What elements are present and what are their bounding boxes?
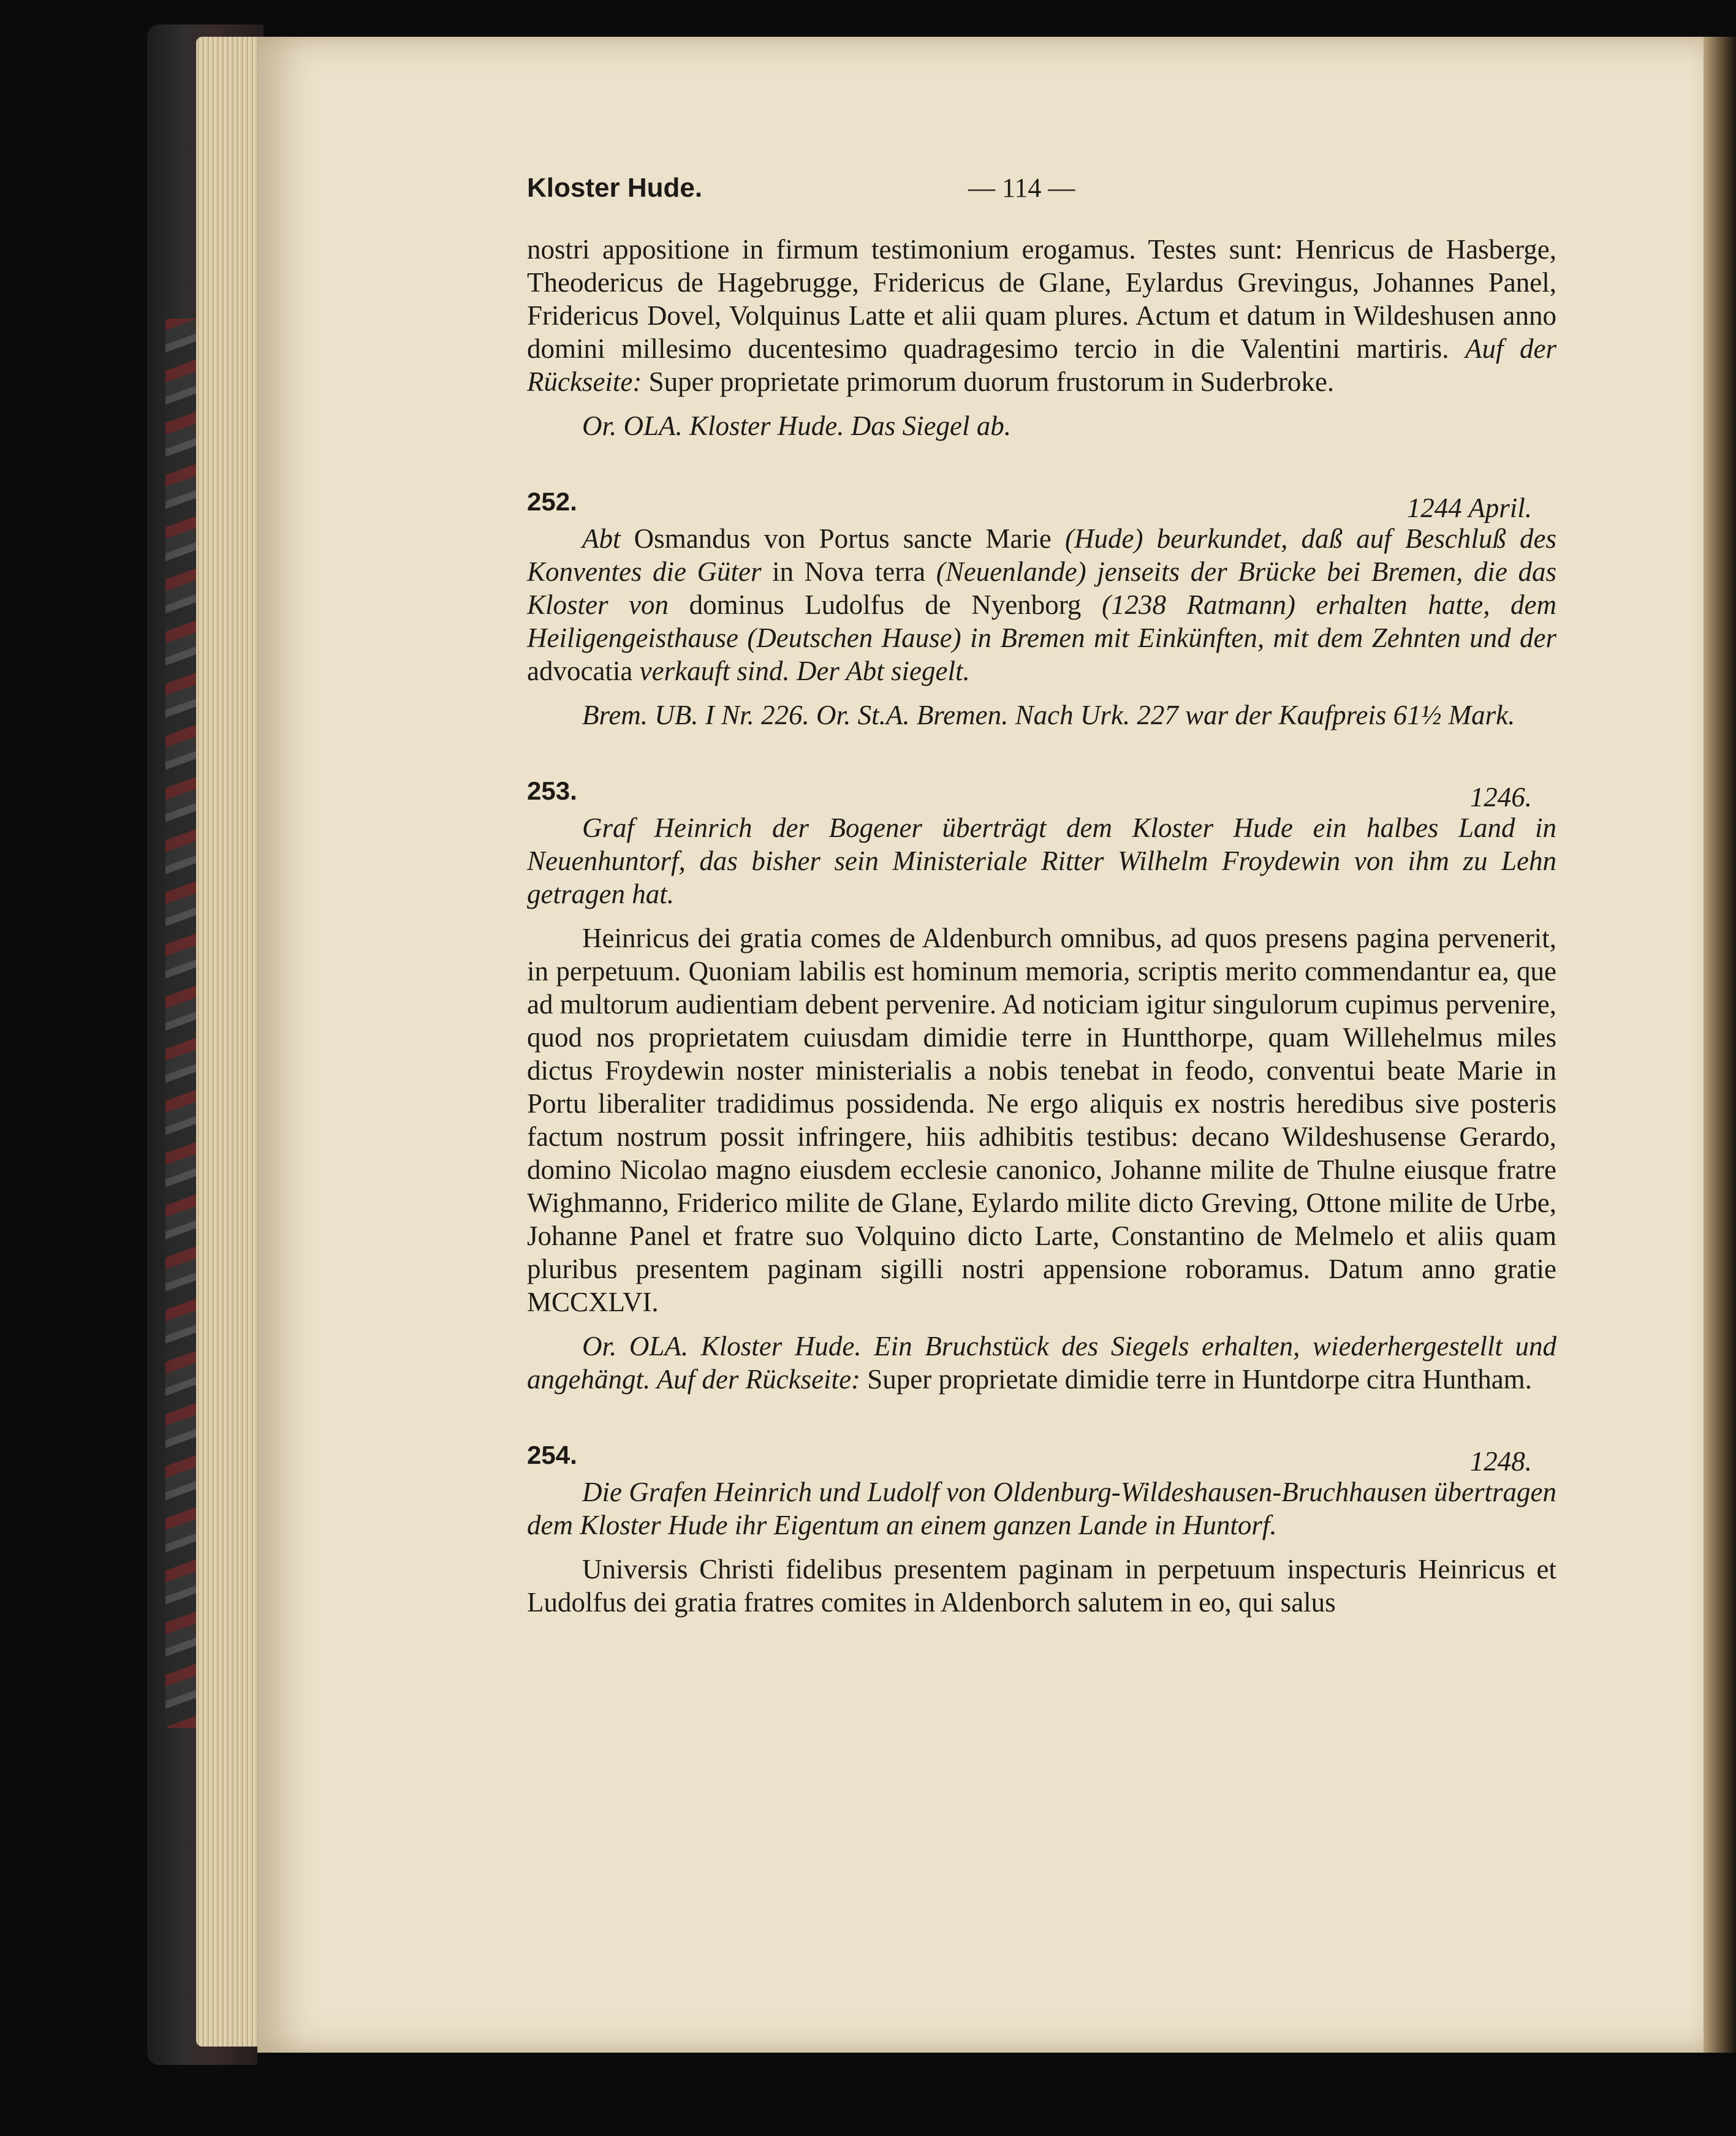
entry-header <box>527 485 1556 522</box>
entry-summary: Graf Heinrich der Bogener überträgt dem Kloster Hude ein halbes Land in Neuenhuntorf, das bisher sein Ministeriale Ritter Wilhelm Froydewin von ihm zu Lehn getragen hat. <box>527 812 1556 909</box>
summary-segment: (1238 Ratmann) erhalten hatte, dem Heiligengeisthause (Deutschen Hause) in Bremen mit Einkünften, mit dem Zehnten und der <box>527 589 1556 653</box>
entry-text: Heinricus dei gratia comes de Aldenburch omnibus, ad quos presens pagina pervenerit, in perpetuum. Quoniam labilis est hominum memoria, scriptis merito commendantur ea, que ad multorum audientiam debent pervenire. Ad noticiam igitur singulorum cupimus pervenire, quod nos proprietatem cuiusdam dimidie terre in Huntthorpe, quam Willehelmus miles dictus Froydewin noster ministerialis a nobis tenebat in feodo, conventui beate Marie in Portu liberaliter tradidimus possidenda. Ne ergo aliquis ex nostris heredibus sive posteris factum nostrum possit infringere, hiis adhibitis testibus: decano Wildeshusense Gerardo, domino Nicolao magno eiusdem ecclesie canonico, Johanne milite de Thulne eiusque fratre Wighmanno, Friderico milite de Glane, Eylardo milite dicto Greving, Ottone milite de Urbe, Johanne Panel et fratre suo Volquino dicto Larte, Constantino de Melmelo et aliis quam pluribus presentem paginam sigilli nostri appensione roboramus. Datum anno gratie MCCXLVI. <box>527 923 1556 1317</box>
page-header <box>527 172 1556 214</box>
entry-source-plain: Super proprietate dimidie terre in Huntdorpe citra Huntham. <box>860 1364 1532 1395</box>
intro-text: nostri appositione in firmum testimonium erogamus. Testes sunt: Henricus de Hasberge, Theodericus de Hagebrugge, Fridericus de Glane, Eylardus Grevingus, Johannes Panel, Fridericus Dovel, Volquinus Latte et alii quam plures. Actum et datum in Wildeshusen anno domini millesimo ducentesimo quadragesimo tercio in die Valentini martiris. <box>527 234 1556 364</box>
summary-segment: Osmandus von Portus sancte Marie <box>620 523 1066 554</box>
entry-summary: Die Grafen Heinrich und Ludolf von Oldenburg-Wildeshausen-Bruchhausen übertragen dem Kloster Hude ihr Eigentum an einem ganzen Lande in Huntorf. <box>527 1477 1556 1540</box>
entry-number: 253. <box>527 776 577 805</box>
entry-header <box>527 774 1556 811</box>
intro-back-label: Auf der Rückseite: <box>527 333 1557 397</box>
entry-number: 254. <box>527 1441 577 1469</box>
page-content <box>527 172 1556 1619</box>
summary-segment: dominus Ludolfus de Nyenborg <box>669 589 1102 620</box>
book-gutter <box>1704 37 1736 2053</box>
running-title: Kloster Hude. <box>527 173 703 203</box>
page-number: — 114 — <box>968 173 1075 203</box>
summary-segment: advocatia <box>527 656 640 686</box>
summary-segment: (Neuenlande) jenseits der Brücke bei Bremen, die das Kloster von <box>527 556 1556 620</box>
entry-header <box>527 1439 1556 1475</box>
entry-date: 1248. <box>1469 1446 1532 1477</box>
entry-number: 252. <box>527 487 577 516</box>
entry-source-italic: Or. OLA. Kloster Hude. Ein Bruchstück des Siegels erhalten, wiederhergestellt und angehängt. Auf der Rückseite: <box>527 1331 1556 1395</box>
entry-text: Universis Christi fidelibus presentem paginam in perpetuum inspecturis Heinricus et Ludolfus dei gratia fratres comites in Aldenborch salutem in eo, qui salus <box>527 1554 1556 1618</box>
intro-source: Or. OLA. Kloster Hude. Das Siegel ab. <box>582 411 1011 441</box>
entry-date: 1244 April. <box>1406 493 1532 523</box>
intro-paragraph <box>527 233 1556 398</box>
summary-segment: in Nova terra <box>761 556 936 587</box>
entry-source: Brem. UB. I Nr. 226. Or. St.A. Bremen. Nach Urk. 227 war der Kaufpreis 61½ Mark. <box>582 700 1515 730</box>
entry-summary <box>527 522 1556 687</box>
summary-segment: (Hude) beurkundet, daß auf Beschluß des Konventes die Güter <box>527 523 1557 587</box>
entry-date: 1246. <box>1469 782 1532 812</box>
summary-segment: verkauft sind. Der Abt siegelt. <box>639 656 970 686</box>
background-strip <box>257 2053 1716 2136</box>
intro-back-text: Super proprietate primorum duorum frustorum in Suderbroke. <box>648 366 1335 397</box>
summary-segment: Abt <box>582 523 621 554</box>
entry-source <box>527 1330 1556 1396</box>
